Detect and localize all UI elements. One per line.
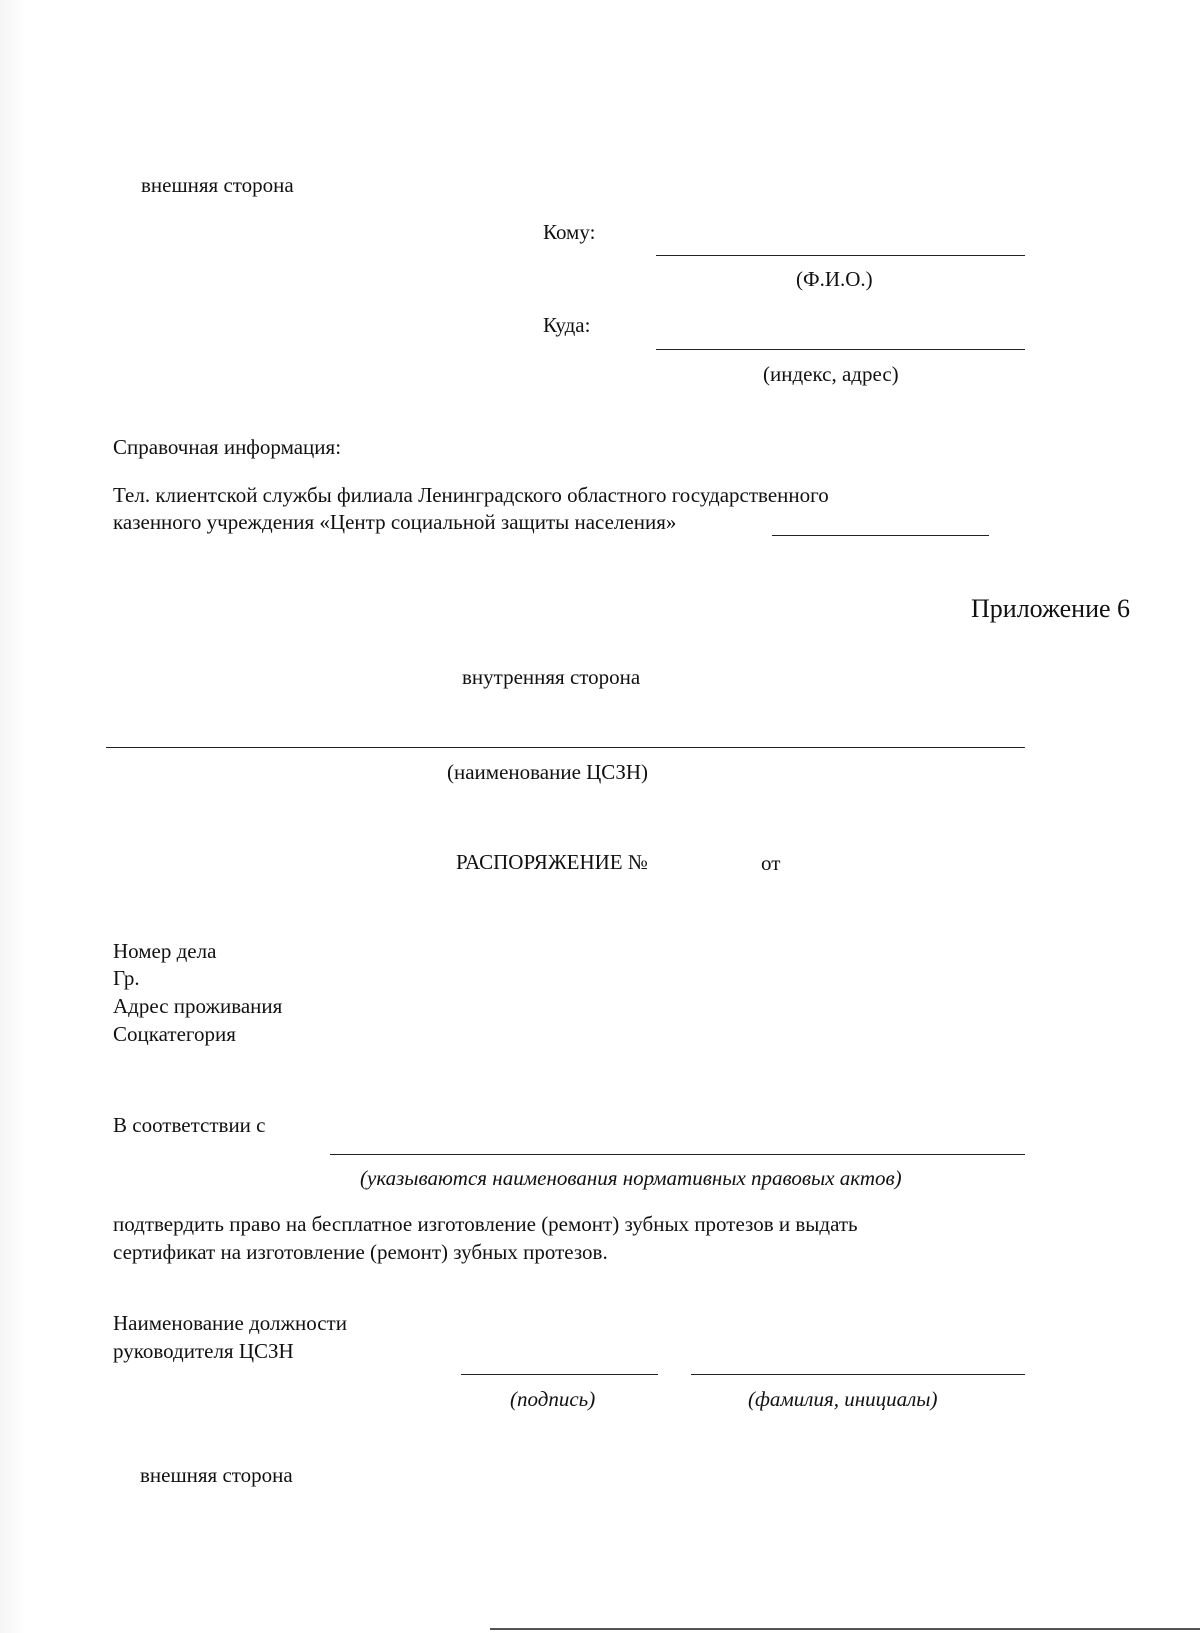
phone-underline (772, 535, 989, 536)
to-underline (656, 255, 1025, 256)
signature-caption: (подпись) (510, 1387, 596, 1411)
field-address: Адрес проживания (113, 994, 283, 1018)
position-line-1: Наименование должности (113, 1311, 347, 1335)
body-line-1: подтвердить право на бесплатное изготовление (ремонт) зубных протезов и выдать (113, 1212, 858, 1236)
to-label: Кому: (543, 220, 596, 244)
reference-phone-line-1: Тел. клиентской службы филиала Ленинградского областного государственного (113, 483, 829, 507)
inner-side-label: внутренняя сторона (462, 665, 641, 689)
where-underline (656, 349, 1025, 350)
org-caption: (наименование ЦСЗН) (447, 760, 648, 784)
scan-edge-shadow (0, 0, 26, 1633)
org-name-underline (106, 747, 1025, 748)
according-label: В соответствии с (113, 1113, 266, 1137)
appendix-label: Приложение 6 (971, 594, 1131, 623)
acts-caption: (указываются наименования нормативных правовых актов) (360, 1166, 902, 1190)
field-social-category: Соцкатегория (113, 1022, 236, 1046)
name-caption: (фамилия, инициалы) (748, 1387, 938, 1411)
position-line-2: руководителя ЦСЗН (113, 1339, 294, 1363)
where-caption: (индекс, адрес) (763, 362, 899, 386)
signature-underline (461, 1374, 658, 1375)
body-line-2: сертификат на изготовление (ремонт) зубных протезов. (113, 1240, 608, 1264)
name-underline (691, 1374, 1025, 1375)
order-title: РАСПОРЯЖЕНИЕ № (456, 850, 648, 874)
acts-underline (330, 1154, 1025, 1155)
order-from: от (761, 851, 781, 875)
footer-side-label: внешняя сторона (140, 1463, 293, 1487)
field-citizen: Гр. (113, 966, 140, 990)
where-label: Куда: (543, 313, 591, 337)
field-case-number: Номер дела (113, 939, 217, 963)
reference-phone-line-2: казенного учреждения «Центр социальной защиты населения» (113, 510, 677, 534)
reference-heading: Справочная информация: (113, 435, 342, 459)
scan-bottom-edge (490, 1628, 1200, 1630)
outer-side-label: внешняя сторона (141, 173, 294, 197)
to-caption: (Ф.И.О.) (796, 267, 873, 291)
